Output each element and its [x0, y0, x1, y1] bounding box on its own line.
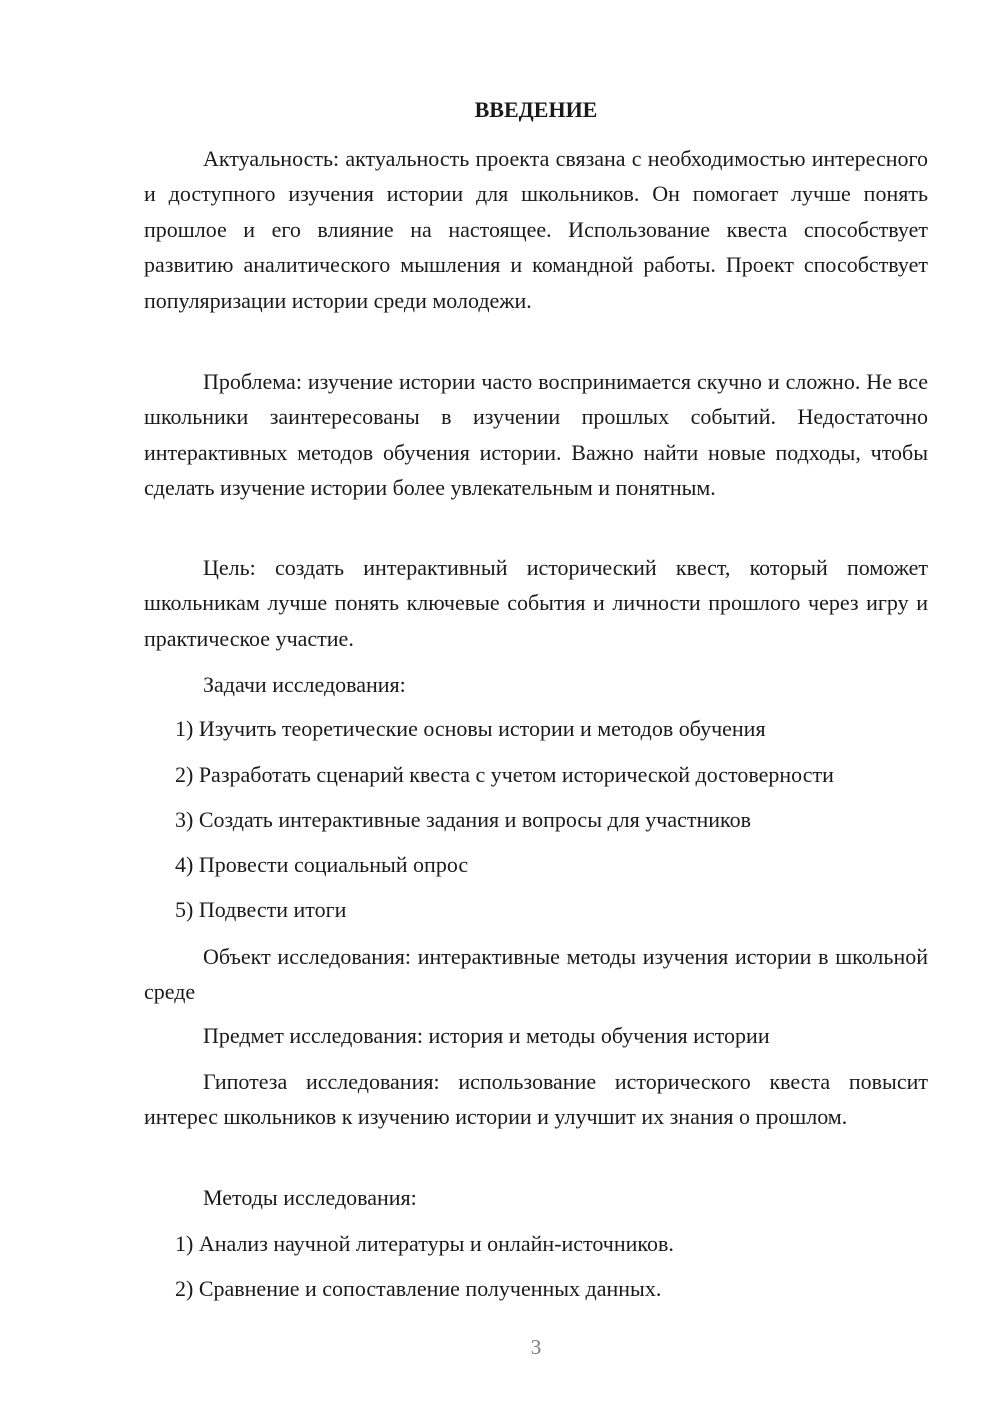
list-item: 5) Подвести итоги	[175, 897, 347, 922]
paragraph-object: Объект исследования: интерактивные методы изучения истории в школьной среде	[144, 944, 928, 1005]
list-item: 2) Сравнение и сопоставление полученных данных.	[175, 1276, 662, 1301]
list-item: 4) Провести социальный опрос	[175, 852, 469, 877]
paragraph-problem: Проблема: изучение истории часто воспринимается скучно и сложно. Не все школьники заинтересованы в изучении прошлых событий. Недостаточно интерактивных методов обучения истории. Важно найти новые подходы, чтобы сделать изучение истории более увлекательным и понятным.	[144, 369, 928, 501]
list-item: 2) Разработать сценарий квеста с учетом исторической достоверности	[175, 762, 834, 787]
page-title: ВВЕДЕНИЕ	[474, 97, 598, 122]
paragraph-goal: Цель: создать интерактивный исторический квест, который поможет школьникам лучше понять ключевые события и личности прошлого через игру и практическое участие.	[144, 555, 928, 651]
methods-heading: Методы исследования:	[203, 1185, 417, 1210]
paragraph-relevance: Актуальность: актуальность проекта связана с необходимостью интересного и доступного изучения истории для школьников. Он помогает лучше понять прошлое и его влияние на настоящее. Использование квеста способствует развитию аналитического мышления и командной работы. Проект способствует популяризации истории среди молодежи.	[144, 146, 928, 313]
paragraph-hypothesis: Гипотеза исследования: использование исторического квеста повысит интерес школьников к изучению истории и улучшит их знания о прошлом.	[144, 1069, 928, 1130]
list-item: 1) Анализ научной литературы и онлайн-источников.	[175, 1231, 674, 1256]
paragraph-subject: Предмет исследования: история и методы обучения истории	[203, 1023, 770, 1048]
list-item: 1) Изучить теоретические основы истории и методов обучения	[175, 716, 766, 741]
list-item: 3) Создать интерактивные задания и вопросы для участников	[175, 807, 751, 832]
page-number: 3	[530, 1335, 542, 1359]
tasks-heading: Задачи исследования:	[203, 672, 406, 697]
